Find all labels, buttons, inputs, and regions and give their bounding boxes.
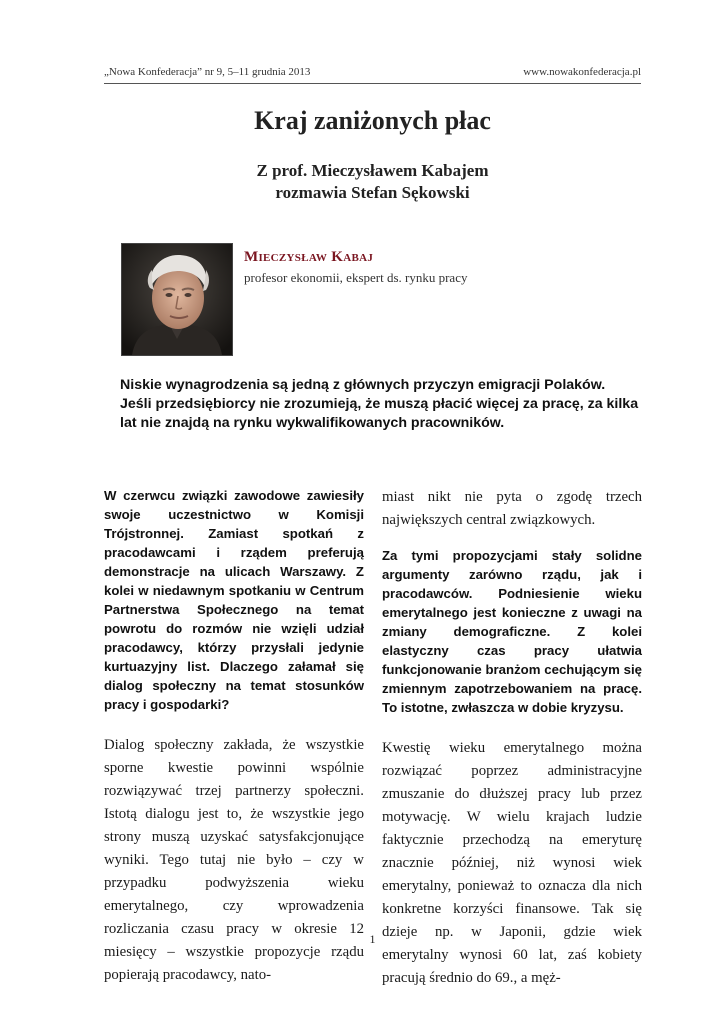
interview-question-1: W czerwcu związki zawodowe zawiesiły swoje uczestnictwo w Komisji Trójstronnej. Zamiast spotkań z pracodawcami i rządem preferują demonstracje na ulicach Warszawy. Z kolei w niedawnym spotkaniu w Centrum Partnerstwa Społecznego na temat powrotu do rozmów nie wzięli udział pracodawcy, którzy przysłali jedynie kurtuazyjny list. Dlaczego załamał się dialog społeczny na temat stosunków pracy i gospodarki? xyxy=(104,488,364,712)
header-divider xyxy=(104,83,641,84)
column-left xyxy=(104,486,364,987)
interviewee-name: Mieczysław Kabaj xyxy=(244,249,374,265)
article-title: Kraj zaniżonych płac xyxy=(254,106,491,135)
page-number: 1 xyxy=(369,932,376,946)
running-header xyxy=(104,66,641,78)
interview-answer-1-continued: miast nikt nie pyta o zgodę trzech największych central związkowych. xyxy=(382,489,642,528)
column-right xyxy=(382,486,642,990)
interviewee-description: profesor ekonomii, ekspert ds. rynku pracy xyxy=(244,270,468,285)
author-portrait-photo xyxy=(121,243,233,356)
website-url[interactable]: www.nowakonfederacja.pl xyxy=(523,66,641,78)
interview-answer-2: Kwestię wieku emerytalnego można rozwiązać poprzez administracyjne zmuszanie do dłuższej pracy lub przez motywację. W wielu krajach ludzie faktycznie przechodzą na emeryturę znacznie później, niż wynosi wiek emerytalny, ponieważ to oznacza dla nich konkretne korzyści finansowe. Tak się dzieje np. w Japonii, gdzie wiek emerytalny wynosi 60 lat, zaś kobiety pracują średnio do 69., a męż- xyxy=(382,740,642,986)
portrait-illustration xyxy=(122,244,232,355)
interview-answer-1: Dialog społeczny zakłada, że wszystkie sporne kwestie powinni wspólnie rozwiązywać trzej partnerzy społeczni. Istotą dialogu jest to, że wszystkie jego strony muszą uzyskać satysfakcjonujące wyniki. Tego tutaj nie było – czy w przypadku podwyższenia wieku emerytalnego, czy wprowadzenia rozliczania czasu pracy w okresie 12 miesięcy – wszystkie propozycje rządu popierają pracodawcy, nato- xyxy=(104,737,364,983)
article-lead: Niskie wynagrodzenia są jedną z głównych przyczyn emigracji Polaków. Jeśli przedsiębiorcy nie zrozumieją, że muszą płacić więcej za pracę, za kilka lat nie znajdą na rynku wykwalifikowanych pracowników. xyxy=(120,377,639,431)
subtitle-line-1: Z prof. Mieczysławem Kabajem xyxy=(256,161,489,180)
subtitle-line-2: rozmawia Stefan Sękowski xyxy=(275,183,470,202)
interview-question-2: Za tymi propozycjami stały solidne argumenty zarówno rządu, jak i pracodawców. Podniesienie wieku emerytalnego jest konieczne z uwagi na zmiany demograficzne. Z kolei elastyczny czas pracy ułatwia funkcjonowanie branżom cechującym się zmiennym zapotrzebowaniem na pracę. To istotne, zwłaszcza w dobie kryzysu. xyxy=(382,548,642,715)
publication-info: „Nowa Konfederacja” nr 9, 5–11 grudnia 2013 xyxy=(104,66,311,78)
article-subtitle xyxy=(0,160,725,204)
